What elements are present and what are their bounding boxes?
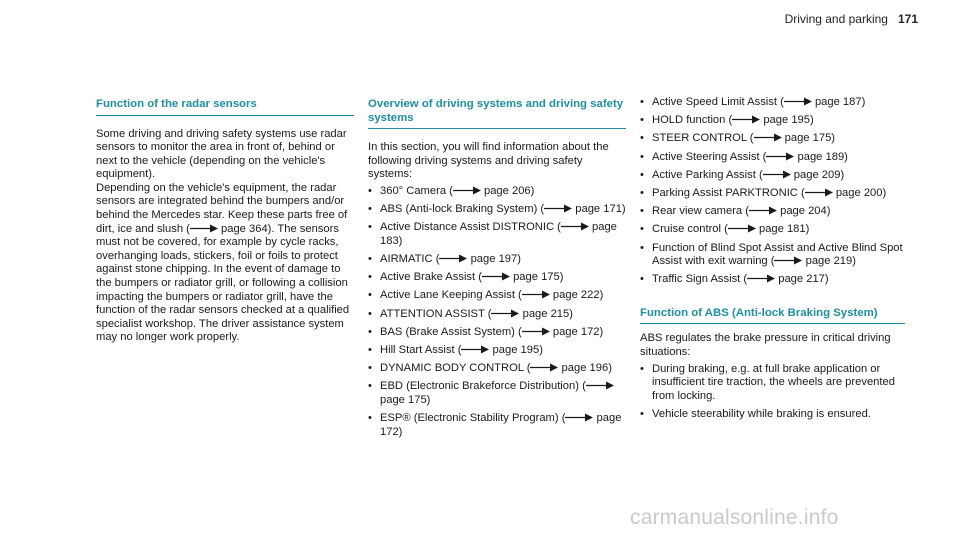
radar-intro-paragraph: Some driving and driving safety systems use radar sensors to monitor the area in front of, behind or next to the vehicle (depending on the vehicle's equipment). bbox=[96, 127, 347, 181]
arrow-right-icon bbox=[439, 254, 467, 263]
list-item bbox=[368, 344, 626, 358]
arrow-right-icon bbox=[754, 133, 782, 142]
item-text: 360° Camera ( bbox=[380, 184, 453, 197]
arrow-right-icon bbox=[763, 170, 791, 179]
column-systems-continued bbox=[640, 96, 905, 426]
page-reference-link[interactable]: page 204) bbox=[780, 205, 831, 218]
arrow-right-icon bbox=[522, 327, 550, 336]
list-item bbox=[368, 326, 626, 340]
item-text: AIRMATIC ( bbox=[380, 252, 440, 265]
list-item bbox=[640, 223, 905, 237]
item-text: BAS (Brake Assist System) ( bbox=[380, 325, 522, 338]
page-reference-link[interactable]: page 200) bbox=[835, 186, 887, 199]
item-text: Cruise control ( bbox=[652, 223, 728, 236]
page-reference-link[interactable]: page 183) bbox=[380, 221, 617, 247]
item-text: ABS (Anti-lock Braking System) ( bbox=[380, 202, 545, 215]
item-text: Active Distance Assist DISTRONIC ( bbox=[380, 221, 561, 234]
page-reference-link[interactable]: page 172) bbox=[380, 412, 622, 438]
list-item bbox=[640, 273, 905, 287]
arrow-right-icon bbox=[544, 204, 572, 213]
radar-care-paragraph bbox=[96, 182, 354, 345]
arrow-right-icon bbox=[190, 224, 218, 233]
list-item: • During braking, e.g. at full brake application or insufficient tire traction, the wheels are prevented from locking. bbox=[640, 363, 905, 404]
arrow-right-icon bbox=[774, 256, 802, 265]
list-item bbox=[368, 412, 626, 439]
list-item bbox=[368, 380, 626, 407]
item-text: Function of Blind Spot Assist and Active Blind Spot Assist with exit warning ( bbox=[652, 241, 903, 268]
abs-intro: ABS regulates the brake pressure in critical driving situations: bbox=[640, 332, 891, 358]
arrow-right-icon bbox=[453, 186, 481, 195]
page-reference-link[interactable]: page 171) bbox=[575, 202, 626, 215]
arrow-right-icon bbox=[586, 381, 614, 390]
item-text: Traffic Sign Assist ( bbox=[652, 273, 748, 286]
item-text: Active Steering Assist ( bbox=[652, 150, 767, 163]
section-title: Driving and parking bbox=[784, 12, 888, 26]
arrow-right-icon bbox=[561, 222, 589, 231]
page-reference-link[interactable]: page 219) bbox=[805, 255, 856, 268]
item-text: ESP® (Electronic Stability Program) ( bbox=[380, 412, 566, 425]
list-item bbox=[368, 221, 626, 248]
page-reference-link[interactable]: page 175) bbox=[513, 271, 564, 284]
item-text: Active Parking Assist ( bbox=[652, 168, 763, 181]
item-text: Active Speed Limit Assist ( bbox=[652, 96, 784, 108]
list-item bbox=[640, 169, 905, 183]
radar-care-ref: page 364). The sensors must not be covered, for example by cycle racks, overhanging loads, stickers, foil or foils to protect against stone chipping. In the event of damage to the bumpers or radiator grill, or following a collision impacting the bumpers or radiator grill, have the function of the radar sensors checked at a qualified specialist workshop. The driver assistance system may no longer work properly. bbox=[96, 222, 350, 344]
list-item bbox=[640, 187, 905, 201]
list-item bbox=[368, 289, 626, 303]
arrow-right-icon bbox=[749, 206, 777, 215]
item-text: ATTENTION ASSIST ( bbox=[380, 307, 492, 320]
watermark: carmanualsonline.info bbox=[630, 506, 839, 529]
item-text: Rear view camera ( bbox=[652, 205, 749, 218]
list-item bbox=[640, 96, 905, 110]
arrow-right-icon bbox=[461, 345, 489, 354]
arrow-right-icon bbox=[747, 274, 775, 283]
page-reference-link[interactable]: page 175) bbox=[380, 393, 431, 406]
list-item bbox=[640, 132, 905, 146]
page-reference-link[interactable]: page 215) bbox=[522, 307, 573, 320]
item-text: Active Brake Assist ( bbox=[380, 271, 482, 284]
arrow-right-icon bbox=[805, 188, 833, 197]
item-text: Hill Start Assist ( bbox=[380, 343, 462, 356]
list-item bbox=[640, 205, 905, 219]
item-text: EBD (Electronic Brakeforce Distribution) ( bbox=[380, 380, 586, 393]
abs-section bbox=[640, 307, 905, 422]
page-number: 171 bbox=[897, 12, 918, 26]
item-text: Parking Assist PARKTRONIC ( bbox=[652, 186, 805, 199]
arrow-right-icon bbox=[732, 115, 760, 124]
list-item: • Vehicle steerability while braking is ensured. bbox=[640, 408, 905, 422]
page-reference-link[interactable]: page 195) bbox=[763, 114, 814, 127]
arrow-right-icon bbox=[482, 272, 510, 281]
list-item bbox=[368, 253, 626, 267]
page-reference-link[interactable]: page 189) bbox=[797, 150, 848, 163]
arrow-right-icon bbox=[766, 152, 794, 161]
overview-heading: Overview of driving systems and driving safety systems bbox=[368, 98, 626, 129]
arrow-right-icon bbox=[728, 224, 756, 233]
page-reference-link[interactable]: page 187) bbox=[814, 96, 866, 108]
list-item bbox=[640, 242, 905, 269]
column-radar-sensors bbox=[96, 98, 354, 345]
item-text: HOLD function ( bbox=[652, 114, 733, 127]
list-item bbox=[368, 203, 626, 217]
arrow-right-icon bbox=[491, 309, 519, 318]
systems-list bbox=[368, 185, 626, 439]
list-item bbox=[368, 185, 626, 199]
page-header bbox=[785, 12, 918, 26]
page-reference-link[interactable]: page 172) bbox=[552, 325, 604, 338]
page-reference-link[interactable]: page 209) bbox=[793, 168, 845, 181]
page-reference-link[interactable]: page 206) bbox=[483, 184, 535, 197]
arrow-right-icon bbox=[784, 97, 812, 106]
page-reference-link[interactable]: page 196) bbox=[561, 362, 612, 375]
page-reference-link[interactable]: page 197) bbox=[470, 252, 521, 265]
item-text: Active Lane Keeping Assist ( bbox=[380, 289, 522, 302]
list-item bbox=[368, 271, 626, 285]
list-item bbox=[368, 362, 626, 376]
systems-list-continued bbox=[640, 96, 905, 287]
arrow-right-icon bbox=[565, 413, 593, 422]
item-text: STEER CONTROL ( bbox=[652, 132, 754, 145]
arrow-right-icon bbox=[530, 363, 558, 372]
radar-sensors-heading: Function of the radar sensors bbox=[96, 98, 354, 116]
page-reference-link[interactable]: page 195) bbox=[492, 343, 543, 356]
abs-list bbox=[640, 363, 905, 422]
overview-intro: In this section, you will find information about the following driving systems and driving safety systems: bbox=[368, 141, 609, 181]
radar-care-text: Depending on the vehicle's equipment, the radar sensors are integrated behind the bumpers and/or behind the Mercedes star. Keep these parts free of dirt, ice and slush ( bbox=[96, 181, 348, 235]
list-item bbox=[368, 308, 626, 322]
item-text: DYNAMIC BODY CONTROL ( bbox=[380, 362, 531, 375]
page-reference-link[interactable]: page 181) bbox=[758, 223, 810, 236]
page-reference-link[interactable]: page 217) bbox=[778, 273, 829, 286]
page-reference-link[interactable]: page 222) bbox=[552, 289, 604, 302]
abs-heading: Function of ABS (Anti-lock Braking System) bbox=[640, 307, 905, 325]
list-item bbox=[640, 151, 905, 165]
column-systems-overview bbox=[368, 98, 626, 444]
list-item bbox=[640, 114, 905, 128]
page-reference-link[interactable]: page 175) bbox=[784, 132, 836, 145]
arrow-right-icon bbox=[522, 290, 550, 299]
